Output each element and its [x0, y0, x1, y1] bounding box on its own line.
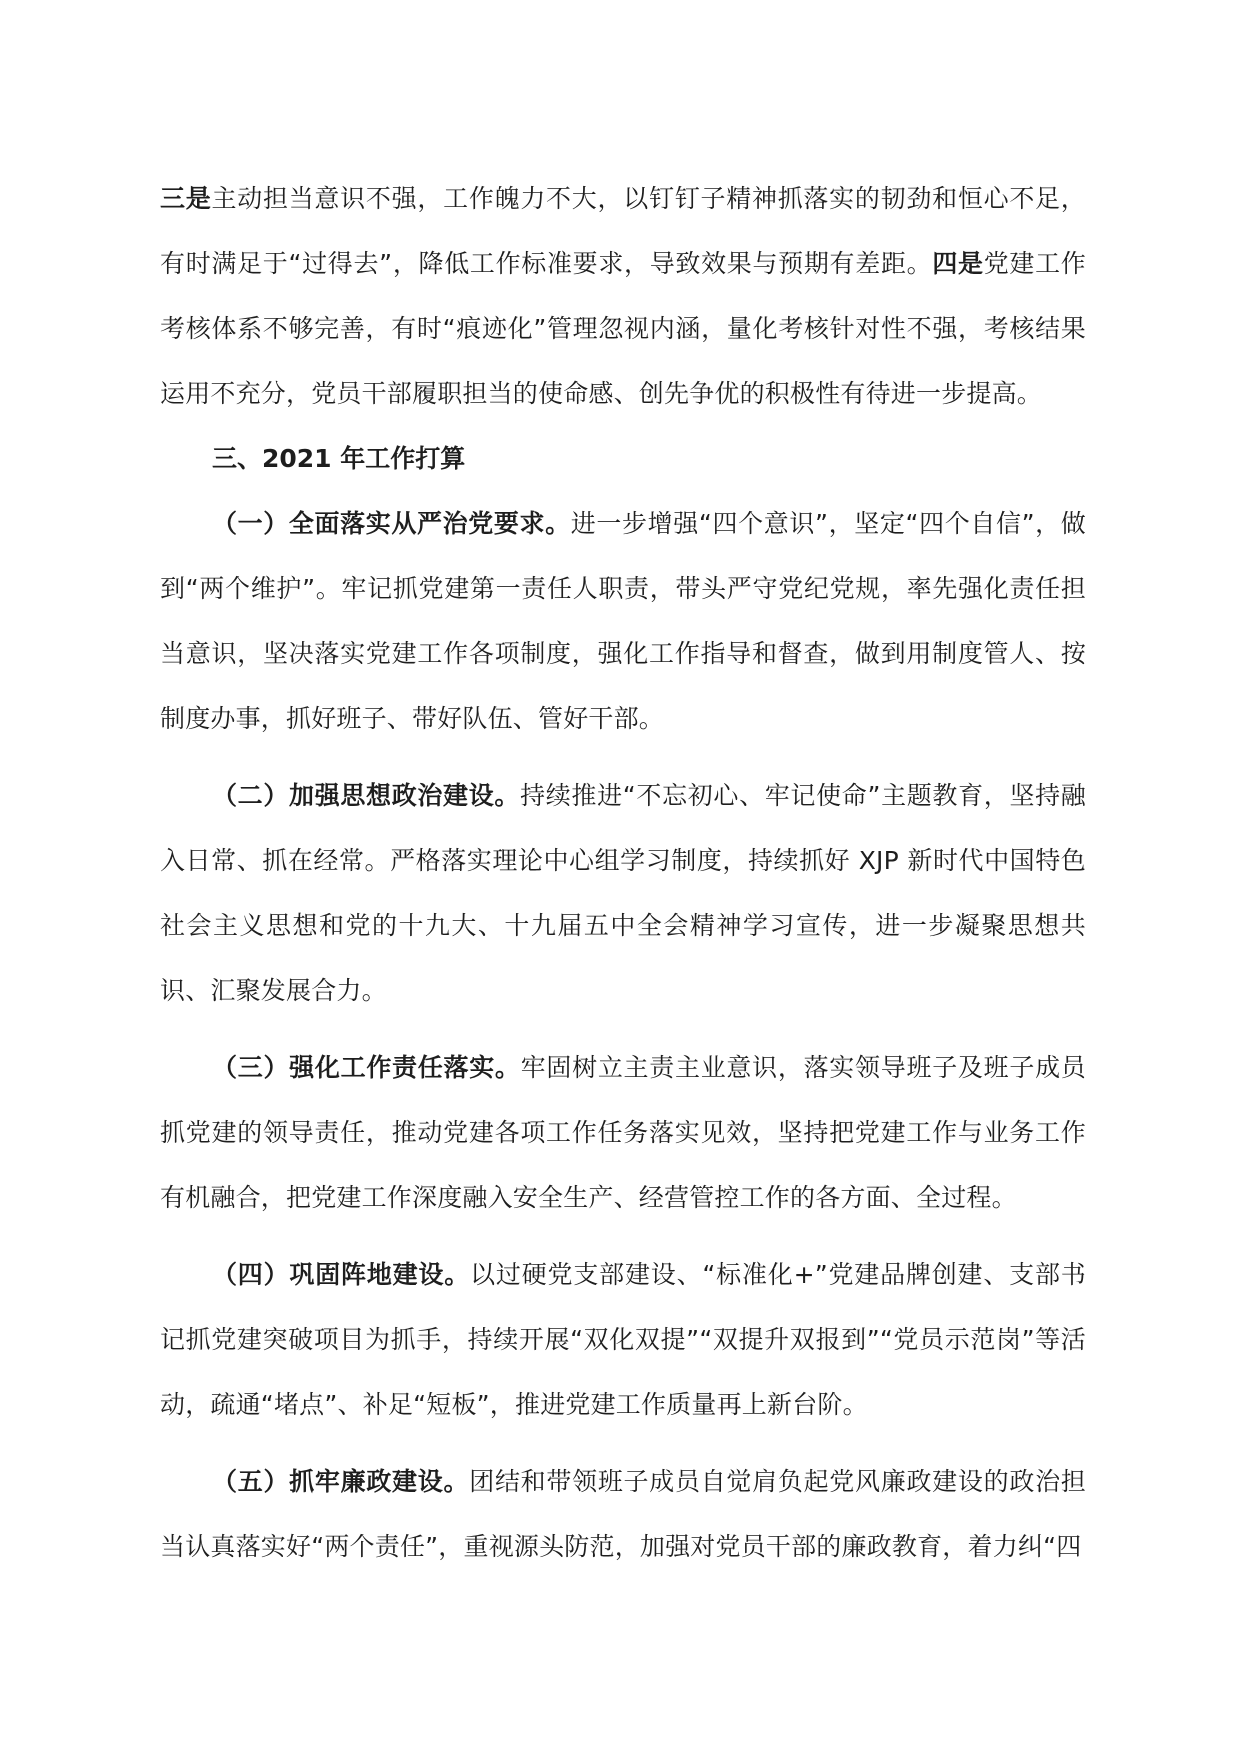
paragraph-item-1 — [160, 491, 1086, 751]
item-1-text: 进一步增强“四个意识”，坚定“四个自信”，做到“两个维护”。牢记抓党建第一责任人职责，带头严守党纪党规，率先强化责任担当意识，坚决落实党建工作各项制度，强化工作指导和督查，做到用制度管人、按制度办事，抓好班子、带好队伍、管好干部。 — [160, 509, 1086, 733]
paragraph-item-3 — [160, 1035, 1086, 1230]
item-4-heading: （四）巩固阵地建设。 — [212, 1260, 471, 1289]
item-3-text: 牢固树立主责主业意识，落实领导班子及班子成员抓党建的领导责任，推动党建各项工作任务落实见效，坚持把党建工作与业务工作有机融合，把党建工作深度融入安全生产、经营管控工作的各方面、全过程。 — [160, 1053, 1086, 1212]
item-1-heading: （一）全面落实从严治党要求。 — [212, 509, 571, 538]
item-3-heading: （三）强化工作责任落实。 — [212, 1053, 521, 1082]
lead-three: 三是 — [160, 184, 212, 213]
item-5-text: 团结和带领班子成员自觉肩负起党风廉政建设的政治担当认真落实好“两个责任”，重视源头防范，加强对党员干部的廉政教育，着力纠“四 — [160, 1467, 1086, 1561]
paragraph-item-5 — [160, 1449, 1086, 1579]
item-4-text: 以过硬党支部建设、“标准化+”党建品牌创建、支部书记抓党建突破项目为抓手，持续开展“双化双提”“双提升双报到”“党员示范岗”等活动，疏通“堵点”、补足“短板”，推进党建工作质量再上新台阶。 — [160, 1260, 1086, 1419]
lead-four: 四是 — [932, 249, 984, 278]
text-three: 主动担当意识不强，工作魄力不大，以钉钉子精神抓落实的韧劲和恒心不足，有时满足于“过得去”，降低工作标准要求，导致效果与预期有差距。 — [160, 184, 1086, 278]
paragraph-shortcomings — [160, 166, 1086, 426]
item-2-heading: （二）加强思想政治建设。 — [212, 781, 521, 810]
item-2-text: 持续推进“不忘初心、牢记使命”主题教育，坚持融入日常、抓在经常。严格落实理论中心组学习制度，持续抓好 XJP 新时代中国特色社会主义思想和党的十九大、十九届五中全会精神学习宣传，进一步凝聚思想共识、汇聚发展合力。 — [160, 781, 1086, 1005]
paragraph-item-2 — [160, 763, 1086, 1023]
section-heading-2021-plan: 三、2021 年工作打算 — [212, 444, 466, 473]
paragraph-item-4 — [160, 1242, 1086, 1437]
item-5-heading: （五）抓牢廉政建设。 — [212, 1467, 470, 1496]
text-four: 党建工作考核体系不够完善，有时“痕迹化”管理忽视内涵，量化考核针对性不强，考核结果运用不充分，党员干部履职担当的使命感、创先争优的积极性有待进一步提高。 — [160, 249, 1086, 408]
document-page — [160, 166, 1086, 1579]
